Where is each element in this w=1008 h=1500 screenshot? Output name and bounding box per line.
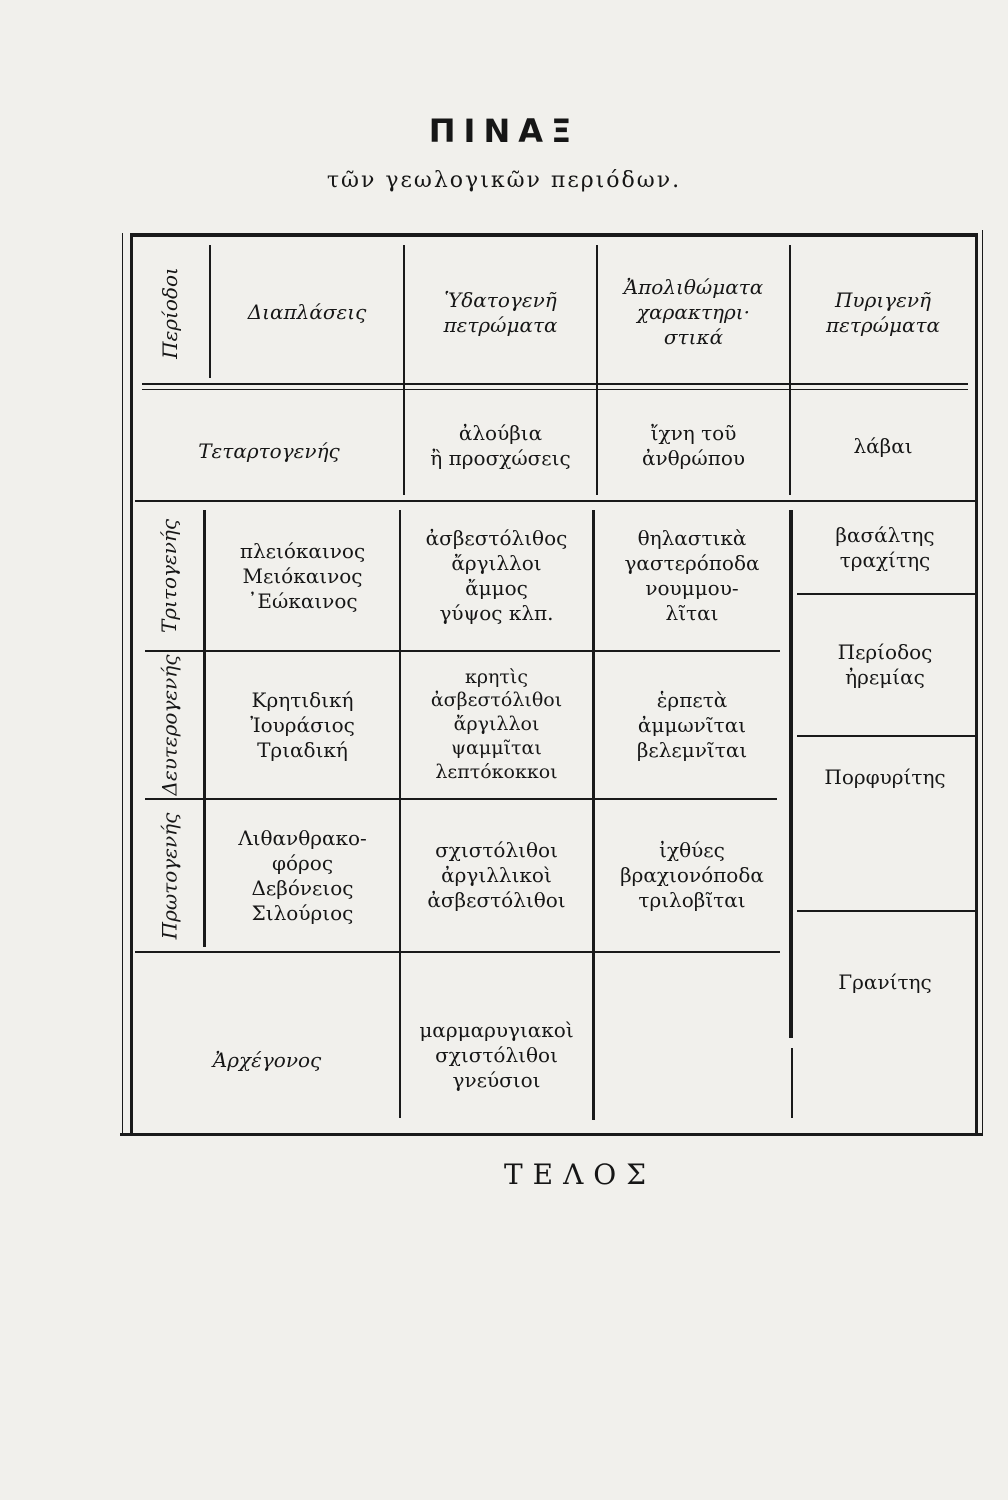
header-periods (133, 245, 207, 380)
secondary-fossils: ἑρπετὰ ἀμμωνῖται βελεμνῖται (636, 687, 748, 762)
tertiary-sedimentary: ἀσβεστόλιθος ἄργιλλοι ἄμμος γύψος κλπ. (425, 526, 568, 625)
secondary-formations: Κρητιδική Ἰουράσιος Τριαδική (250, 687, 355, 762)
tertiary-period (135, 502, 203, 650)
header-separator (142, 383, 968, 385)
page-subtitle: τῶν γεωλογικῶν περιόδων. (326, 168, 682, 193)
igneous-granite: Γρανίτης (838, 969, 932, 994)
quaternary-sedimentary: ἀλούβια ἢ προσχώσεις (430, 421, 571, 470)
primary-fossils: ἰχθύες βραχιονόποδα τριλοβῖται (620, 838, 764, 912)
header-separator-2 (142, 389, 968, 390)
igneous-basalt: βασάλτης τραχίτης (835, 522, 935, 572)
table-right-border-outer (982, 230, 983, 1136)
primary-sedimentary: σχιστόλιθοι ἀργιλλικοὶ ἀσβεστόλιθοι (427, 838, 566, 912)
primary-formations: Λιθανθρακο- φόρος Δεβόνειος Σιλούριος (238, 825, 367, 925)
header-fossils: Ἀπολιθώματα χαρακτηρι· στικά (623, 275, 764, 349)
table-left-border-outer (122, 233, 123, 1136)
quaternary-igneous: λάβαι (853, 433, 913, 458)
secondary-period-label: Δευτερογενής (157, 654, 181, 796)
header-formations: Διαπλάσεις (247, 300, 367, 324)
end-mark: ΤΕΛΟΣ (503, 1158, 657, 1191)
header-igneous: Πυριγενῆ πετρώματα (825, 287, 941, 337)
table-right-border (975, 233, 978, 1133)
archaean-sedimentary: μαρμαρυγιακοὶ σχιστόλιθοι γνεύσιοι (419, 1017, 574, 1092)
tertiary-formations: πλειόκαινος Μειόκαινος ᾿Εώκαινος (239, 538, 366, 613)
primary-separator (135, 951, 780, 953)
table-bottom-border (120, 1133, 982, 1136)
tertiary-fossils: θηλαστικὰ γαστερόποδα νουμμου- λῖται (624, 526, 760, 625)
igneous-rest-period: Περίοδος ἠρεμίας (837, 640, 933, 689)
tertiary-period-label: Τριτογενής (157, 518, 182, 634)
primary-period (135, 800, 203, 951)
igneous-porphyry: Πορφυρίτης (824, 764, 946, 789)
quaternary-period: Τεταρτογενής (198, 438, 340, 463)
fossils-column-divider-lower (789, 510, 793, 1038)
header-sedimentary: Ὑδατογενῆ πετρώματα (443, 287, 558, 337)
page-title: ΠΙΝΑΞ (428, 112, 580, 150)
fossils-column-divider-bottom (791, 1048, 793, 1118)
table-top-border (130, 233, 978, 237)
primary-period-label: Πρωτογενής (157, 812, 182, 939)
secondary-period (135, 652, 203, 798)
secondary-sedimentary: κρητὶς ἀσβεστόλιθοι ἄργιλλοι ψαμμῖται λεπτόκοκκοι (430, 665, 563, 783)
header-periods-label: Περίοδοι (158, 266, 182, 359)
archaean-period: Ἀρχέγονος (212, 1047, 322, 1072)
quaternary-fossils: ἴχνη τοῦ ἀνθρώπου (641, 421, 746, 470)
